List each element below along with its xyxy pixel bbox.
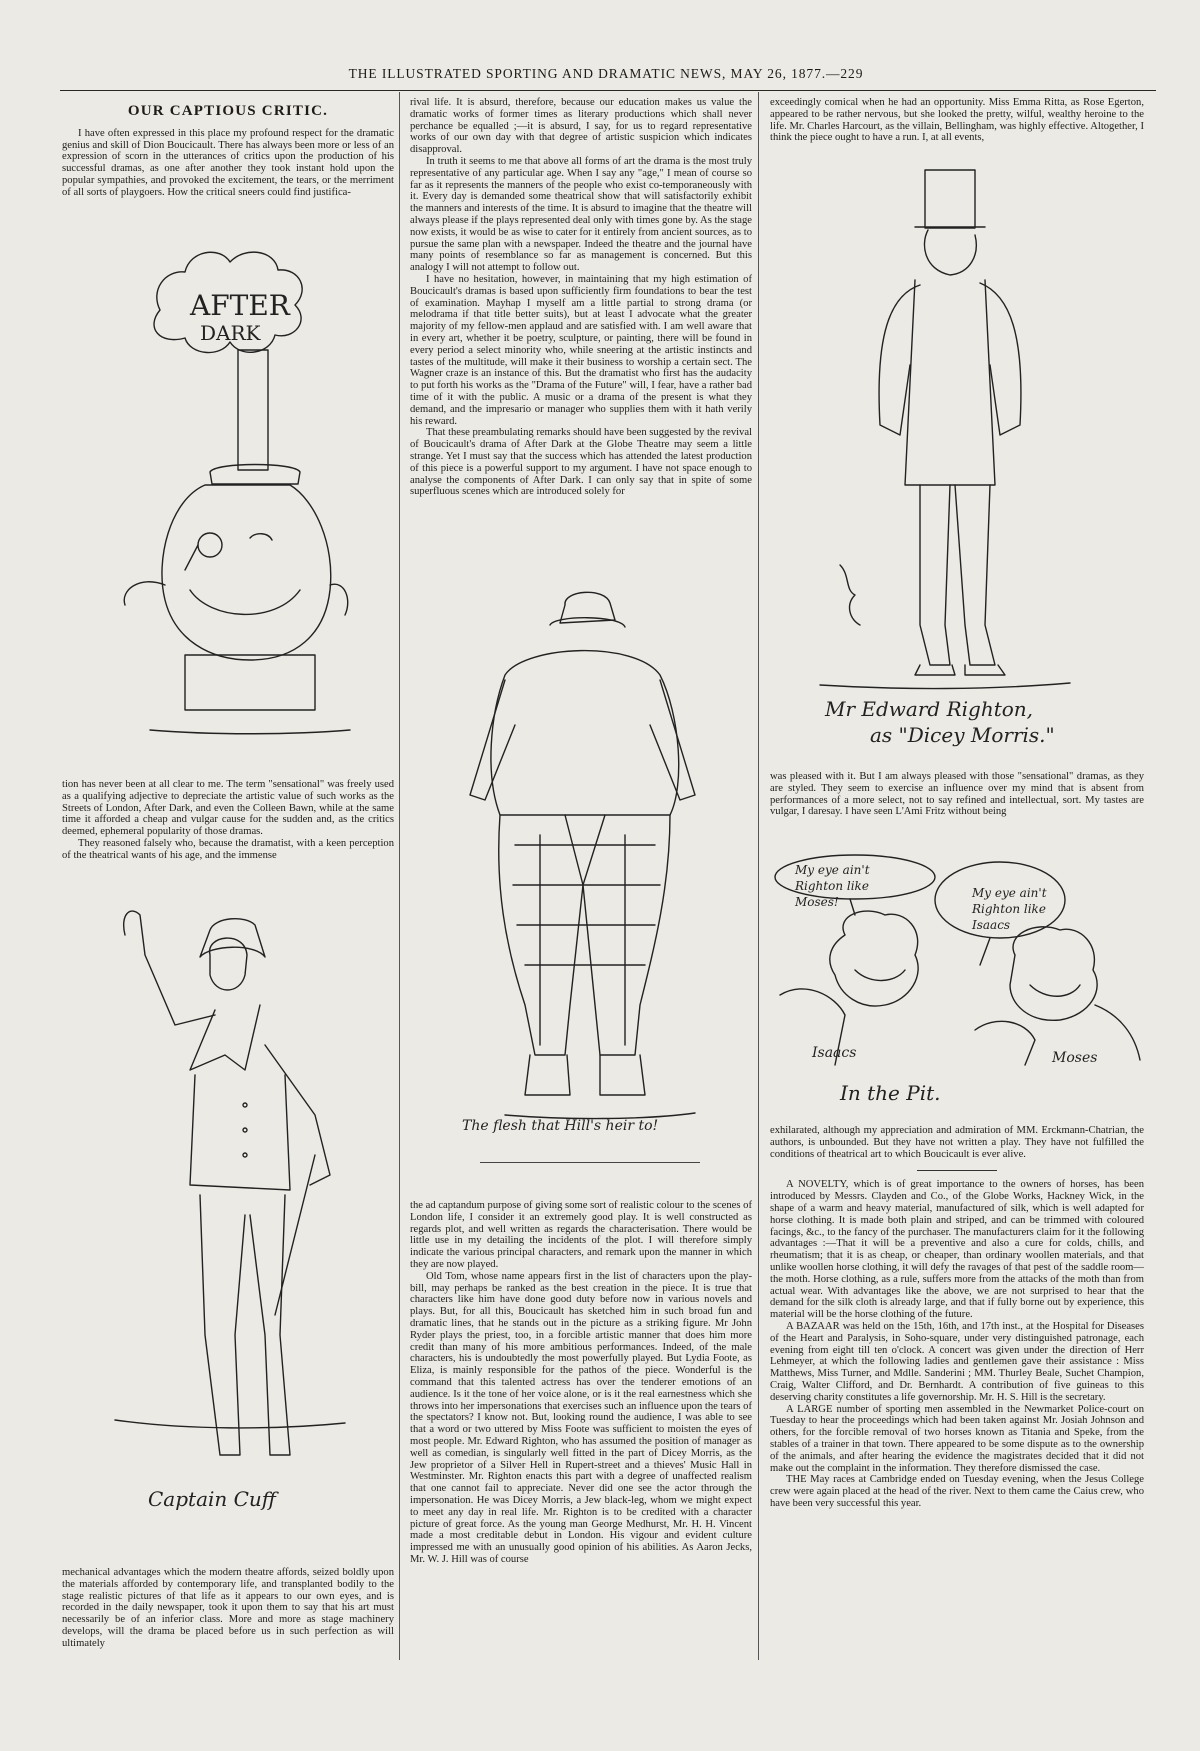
column-1-top xyxy=(62,100,394,199)
header-rule xyxy=(60,90,1156,91)
caption-old-tom: The flesh that Hill's heir to! xyxy=(462,1118,659,1134)
paragraph: In truth it seems to me that above all forms of art the drama is the most truly representative of any particular age. When I say any "age," I mean of course so far as it represents the manners of the people who exist co-temporaneously with it. Every day is demanded some theatrical show that will satisfactorily exhibit the manners and interests of the time. It is absurd to imagine that the theatre will always please if the plays represented deal only with times gone by. As the stage now exists, it would be as wise to cater for it entirely from ancient sources, as to pursue the same plan with a newspaper. Indeed the theatre and the journal have many points of resemblance so far as management is concerned. But this analogy I will not attempt to follow out. xyxy=(410,155,752,274)
label-moses: Moses xyxy=(1052,1050,1098,1066)
paragraph: exceedingly comical when he had an opportunity. Miss Emma Ritta, as Rose Egerton, appeared to be rather nervous, but she looked the pretty, wilful, wealthy heroine to the life. Mr. Charles Harcourt, as the villain, Bellingham, was highly effective. Altogether, I think the piece ought to have a run. I, at all events, xyxy=(770,97,1144,144)
column-3-lower xyxy=(770,1125,1144,1510)
old-tom-sketch xyxy=(445,585,725,1125)
section-rule xyxy=(917,1170,997,1171)
paragraph: I have no hesitation, however, in maintaining that my high estimation of Boucicault's dramas is based upon sufficiently firm foundations to bear the test of examination. Mayhap I myself am a little partial to strong drama (or melodrama if that title better suits), but at least I advocate what the greater majority of my fellow-men applaud and are satisfied with. I am well aware that in every art, whether it be poetry, sculpture, or painting, there will be found in every period a select minority who, while sneering at the artistic instincts and tastes of the multitude, will make it their business to worship a certain sect. The Wagner craze is an instance of this. But the dramatist who first has the audacity to put forth his works as the "Drama of the Future" will, I fear, have a rather bad time of it with the public. A music or a drama of the present is what they demand, and the impresario or manager who supplies them with it hath verily his reward. xyxy=(410,273,752,427)
paragraph: exhilarated, although my appreciation and admiration of MM. Erckmann-Chatrian, the authors, is unbounded. But they have not written a play. They have not fulfilled the conditions of theatrical art to which Boucicault is ever alive. xyxy=(770,1125,1144,1160)
column-2-bottom xyxy=(410,1200,752,1566)
sketch-lettering-after: AFTER xyxy=(190,289,290,322)
running-head: THE ILLUSTRATED SPORTING AND DRAMATIC NEWS, MAY 26, 1877.—229 xyxy=(348,66,864,81)
caption-rule xyxy=(480,1162,700,1163)
article-title: OUR CAPTIOUS CRITIC. xyxy=(127,103,329,119)
paragraph: tion has never been at all clear to me. The term "sensational" was freely used as a qualifying adjective to depreciate the artistic value of such works as the Streets of London, After Dark, and even the Colleen Bawn, while at the same time it afforded a cheap and vulgar cause for the sudden and, as the critics deemed, ephemeral popularity of those dramas. xyxy=(62,779,394,838)
righton-sketch xyxy=(820,165,1070,695)
column-1-bottom xyxy=(62,1567,394,1650)
column-1-middle xyxy=(62,779,394,862)
paragraph: the ad captandum purpose of giving some sort of realistic colour to the scenes of London life, I consider it an extremely good play. It is well constructed as regards plot, and well written as regards the characterisation. There would be little use in my detailing the incidents of the plot. I will therefore simply indicate the various principal characters, and remark upon the manner in which they are now played. xyxy=(410,1200,752,1270)
column-2-top xyxy=(410,97,752,498)
caption-in-the-pit: In the Pit. xyxy=(840,1081,941,1105)
column-divider-2 xyxy=(758,92,759,1660)
speech-bubble-left: My eye ain't Righton like Moses! xyxy=(795,863,870,909)
paragraph: That these preambulating remarks should have been suggested by the revival of Boucicault's drama of After Dark at the Globe Theatre may seem a little strange. Yet I must say that the success which has attended the latest production of this piece is a powerful support to my argument. I have not space enough to analyse the components of After Dark. I can only say that in spite of some superfluous scenes which are introduced solely for xyxy=(410,427,752,498)
paragraph: rival life. It is absurd, therefore, because our education makes us value the dramatic works of former times as literary productions which shall never perchance be equalled ;—it is absurd, I say, for us to regard representative works of our own day with that degree of artistic suspicion which indicates disapproval. xyxy=(410,97,752,156)
caption-captain-cuff: Captain Cuff xyxy=(148,1487,276,1511)
paragraph: mechanical advantages which the modern theatre affords, seized boldly upon the materials afforded by contemporary life, and transplanted bodily to the stage realistic pictures of that life as it appears to our own eyes, and is recorded in the daily newspaper, took it upon them to say that his art must necessarily be of an inferior class. More and more as stage machinery develops, will the drama be placed before us in such perfection as will ultimately xyxy=(62,1567,394,1649)
speech-bubble-right: My eye ain't Righton like Isaacs xyxy=(972,886,1047,932)
column-3-top xyxy=(770,97,1144,144)
caption-righton-line1: Mr Edward Righton, xyxy=(825,697,1034,721)
column-3-middle xyxy=(770,771,1144,818)
paragraph: A LARGE number of sporting men assembled in the Newmarket Police-court on Tuesday to hear the proceedings which had been taken against Mr. Josiah Johnson and others, for the forcible removal of two horses known as Titania and Speke, from the stables of a trainer in that town. There appeared to be some dispute as to the ownership of the animals, and after hearing the evidence the magistrates decided that it did not make out the complaint in the information. They therefore dismissed the case. xyxy=(770,1403,1144,1474)
sketch-lettering-dark: DARK xyxy=(200,321,261,345)
paragraph: I have often expressed in this place my profound respect for the dramatic genius and skill of Dion Boucicault. There has always been more or less of an expression of scorn in the utterances of critics upon the production of his successful dramas, as one after another they took instant hold upon the popular sympathies, and provoked the excitement, the tears, or the merriment of all sorts of playgoers. How the critical sneers could find justifica- xyxy=(62,127,394,198)
paragraph: was pleased with it. But I am always pleased with those "sensational" dramas, as they are styled. They seem to exercise an influence over my mind that is absent from performances of a more select, not to say refined and intellectual, sort. My tastes are vulgar, I daresay. I have seen L'Ami Fritz without being xyxy=(770,771,1144,818)
paragraph: THE May races at Cambridge ended on Tuesday evening, when the Jesus College crew were again placed at the head of the river. Next to them came the Caius crew, who have been very successful this year. xyxy=(770,1474,1144,1509)
caption-righton-line2: as "Dicey Morris." xyxy=(870,723,1055,747)
paragraph: A NOVELTY, which is of great importance to the owners of horses, has been introduced by Messrs. Clayden and Co., of the Globe Works, Hackney Wick, in the shape of a warm and heavy material, manufactured of silk, which is well adapted for horse clothing. It is made both plain and striped, and can be trimmed with coloured facings, &c., to the fancy of the purchaser. The manufacturers claim for it the following advantages :—That it will be a preventive and also a cure for colds, chills, and rheumatism; that it is as cheap, or cheaper, than ordinary woollen materials, and that unlike woollen horse clothing, it will defy the ravages of that pest of the saddle room—the moth. Horse clothing, as a rule, suffers more from the attacks of the moth than from actual wear. With advantages like the above, we are not surprised to hear that the demand for the silk cloth is already large, and that if fully borne out by experience, this material will be the horse clothing of the future. xyxy=(770,1179,1144,1321)
paragraph: They reasoned falsely who, because the dramatist, with a keen perception of the theatrical wants of his age, and the immense xyxy=(62,837,394,861)
after-dark-sketch xyxy=(90,240,350,740)
captain-cuff-sketch xyxy=(95,895,365,1465)
paragraph: A BAZAAR was held on the 15th, 16th, and 17th inst., at the Hospital for Diseases of the Heart and Paralysis, in Soho-square, under very distinguished patronage, each evening from eight till ten o'clock. A concert was given under the direction of Herr Lehmeyer, at which the following ladies and gentlemen gave their assistance : Miss Matthews, Miss Turner, and Mdlle. Sanderini ; MM. Thurley Beale, Suchet Champion, Craig, Walter Clifford, and Dr. Bernhardt. A contribution of five guineas to this deserving charity constitutes a life governorship. Mr. H. S. Hill is the secretary. xyxy=(770,1320,1144,1403)
label-isaacs: Isaacs xyxy=(812,1045,857,1061)
column-divider-1 xyxy=(399,92,400,1660)
paragraph: Old Tom, whose name appears first in the list of characters upon the play-bill, may perhaps be ranked as the best creation in the piece. It is true that characters like him have done good duty before now in various novels and plays. But, for all this, Boucicault has sketched him in such broad fun and dramatic lines, that he stands out in the picture as a striking figure. Mr John Ryder plays the priest, too, in a forcible artistic manner that does him more credit than many of his more ambitious performances. Indeed, of the male characters, his is undoubtedly the most powerfully played. But Lydia Foote, as Eliza, is mainly responsible for the pathos of the piece. Wonderful is the command that this talented actress has over the tenderer emotions of an audience. Is it the tone of her voice alone, or is it the real earnestness which she throws into her impersonations that exercises such an influence upon the tears of the spectators? I know not. But, looking round the audience, I was able to see that a word or two uttered by Miss Foote was sufficient to moisten the eyes of most people. Mr. Edward Righton, who has assumed the position of manager as well as comedian, is singularly well fitted in the part of Dicey Morris, as the Jew proprietor of a Silver Hell in Rupert-street and a thieves' Music Hall in Westminster. Mr. Righton enacts this part with a degree of unaffected realism that one cannot fail to appreciate. Never did one see the actor through the impersonation. He was Dicey Morris, a Jew black-leg, whom we might expect to meet any day in real life. Mr. Righton is to be credited with a character picture of great force. As the young man George Medhurst, Mr. H. H. Vincent made a most creditable debut in London. His vigour and evident culture impressed me with an unusually good opinion of his abilities. As Aaron Jecks, Mr. W. J. Hill was of course xyxy=(410,1270,752,1565)
